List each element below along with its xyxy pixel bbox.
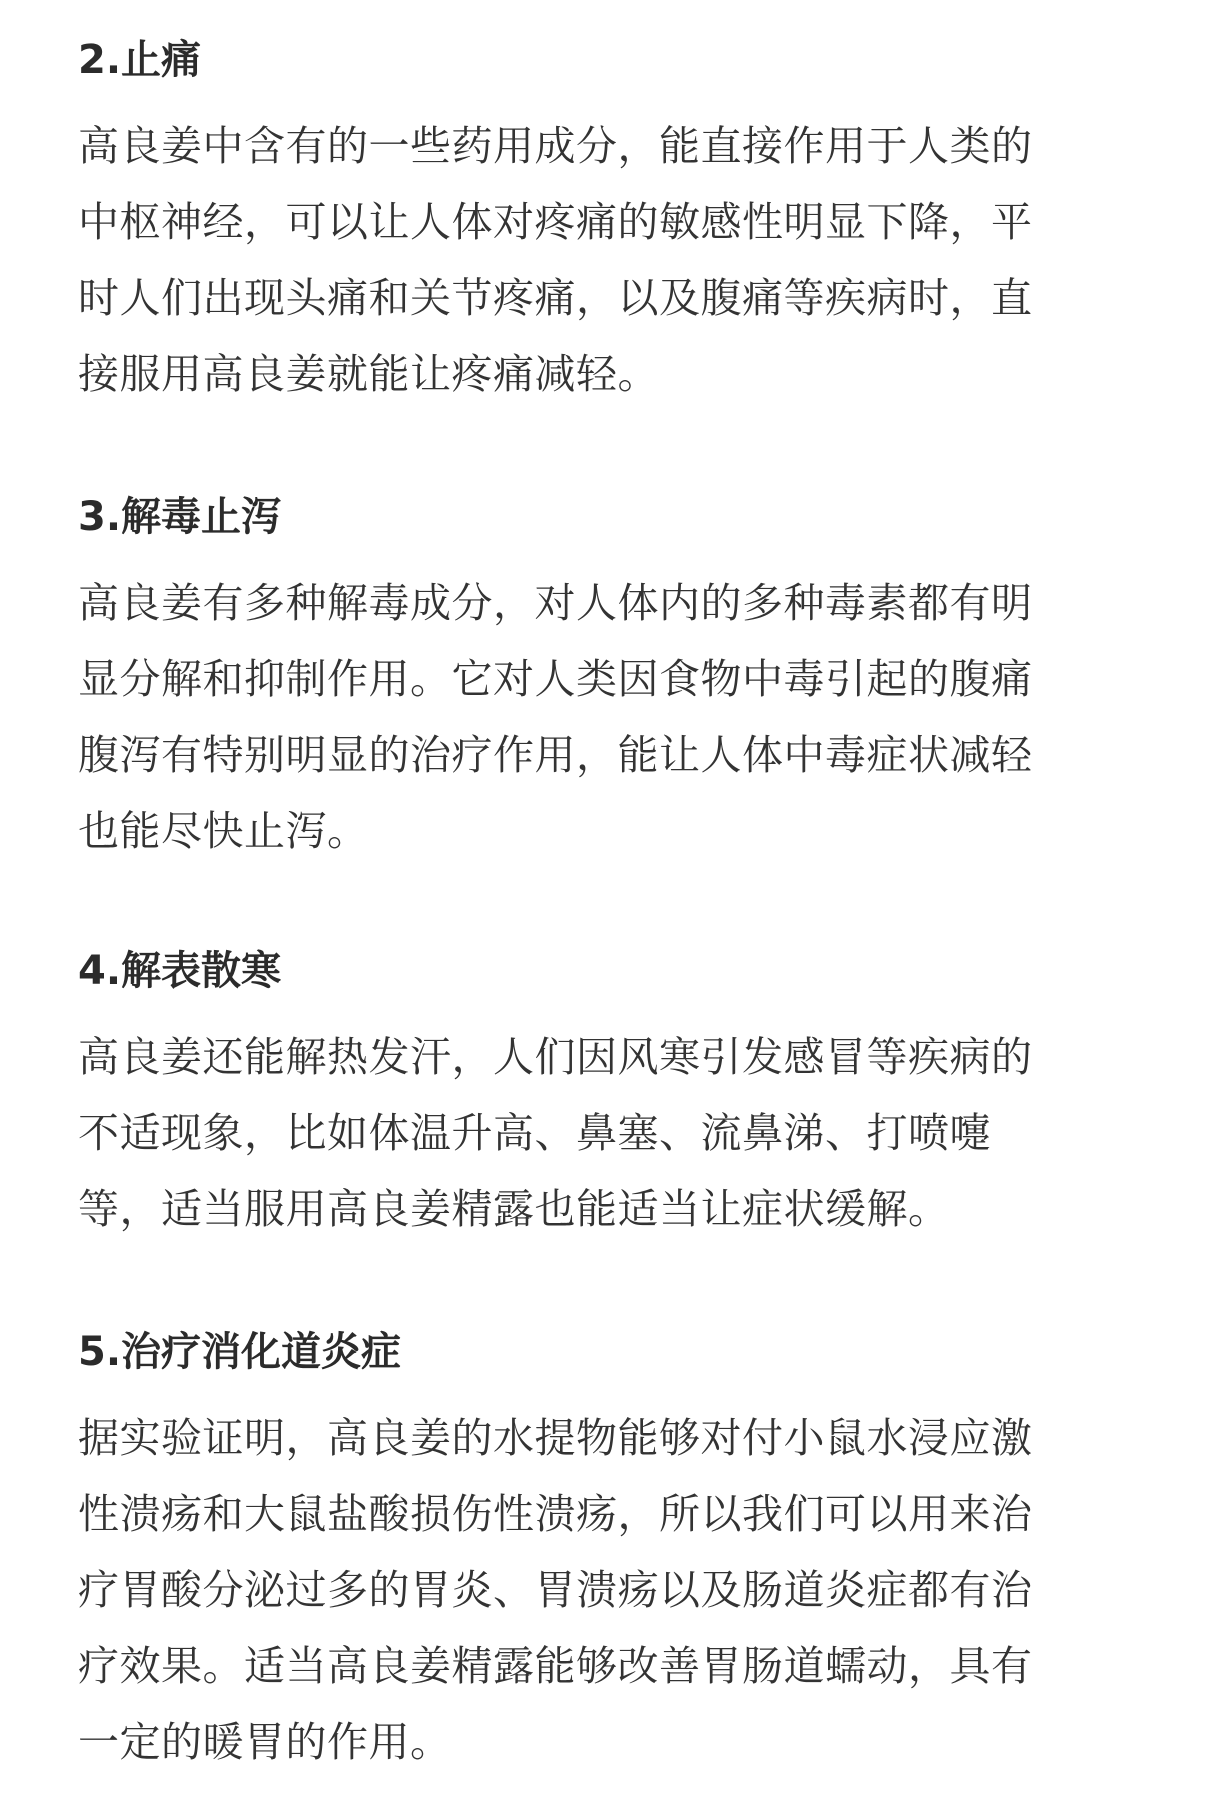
section-detox-antidiarrheal [78,495,1033,869]
section-digestive-inflammation [78,1330,1033,1780]
section-heading: 2.止痛 [78,37,202,83]
paragraph-line: 一定的暖胃的作用。 [78,1718,452,1766]
paragraph-line: 也能尽快止泻。 [78,807,369,855]
section-heading: 3.解毒止泻 [78,494,282,540]
paragraph-line: 高良姜中含有的一些药用成分，能直接作用于人类的 [78,122,1033,170]
paragraph-line: 疗胃酸分泌过多的胃炎、胃溃疡以及肠道炎症都有治 [78,1566,1033,1614]
section-dispel-cold [78,949,1033,1247]
paragraph-line: 腹泻有特别明显的治疗作用，能让人体中毒症状减轻 [78,731,1033,779]
paragraph-line: 据实验证明，高良姜的水提物能够对付小鼠水浸应激 [78,1414,1033,1462]
paragraph-line: 等，适当服用高良姜精露也能适当让症状缓解。 [78,1185,950,1233]
paragraph-line: 性溃疡和大鼠盐酸损伤性溃疡，所以我们可以用来治 [78,1490,1033,1538]
section-heading: 5.治疗消化道炎症 [78,1329,402,1375]
paragraph-line: 高良姜还能解热发汗，人们因风寒引发感冒等疾病的 [78,1033,1033,1081]
paragraph-line: 高良姜有多种解毒成分，对人体内的多种毒素都有明 [78,579,1033,627]
paragraph-line: 接服用高良姜就能让疼痛减轻。 [78,350,659,398]
section-body [78,1400,1033,1780]
paragraph-line: 时人们出现头痛和关节疼痛，以及腹痛等疾病时，直 [78,274,1033,322]
paragraph-line: 中枢神经，可以让人体对疼痛的敏感性明显下降，平 [78,198,1033,246]
section-body [78,1019,1033,1247]
paragraph-line: 疗效果。适当高良姜精露能够改善胃肠道蠕动，具有 [78,1642,1033,1690]
section-body [78,108,1033,412]
section-heading: 4.解表散寒 [78,948,282,994]
paragraph-line: 不适现象，比如体温升高、鼻塞、流鼻涕、打喷嚏 [78,1109,991,1157]
section-pain-relief [78,38,1033,412]
section-body [78,565,1033,869]
paragraph-line: 显分解和抑制作用。它对人类因食物中毒引起的腹痛 [78,655,1033,703]
